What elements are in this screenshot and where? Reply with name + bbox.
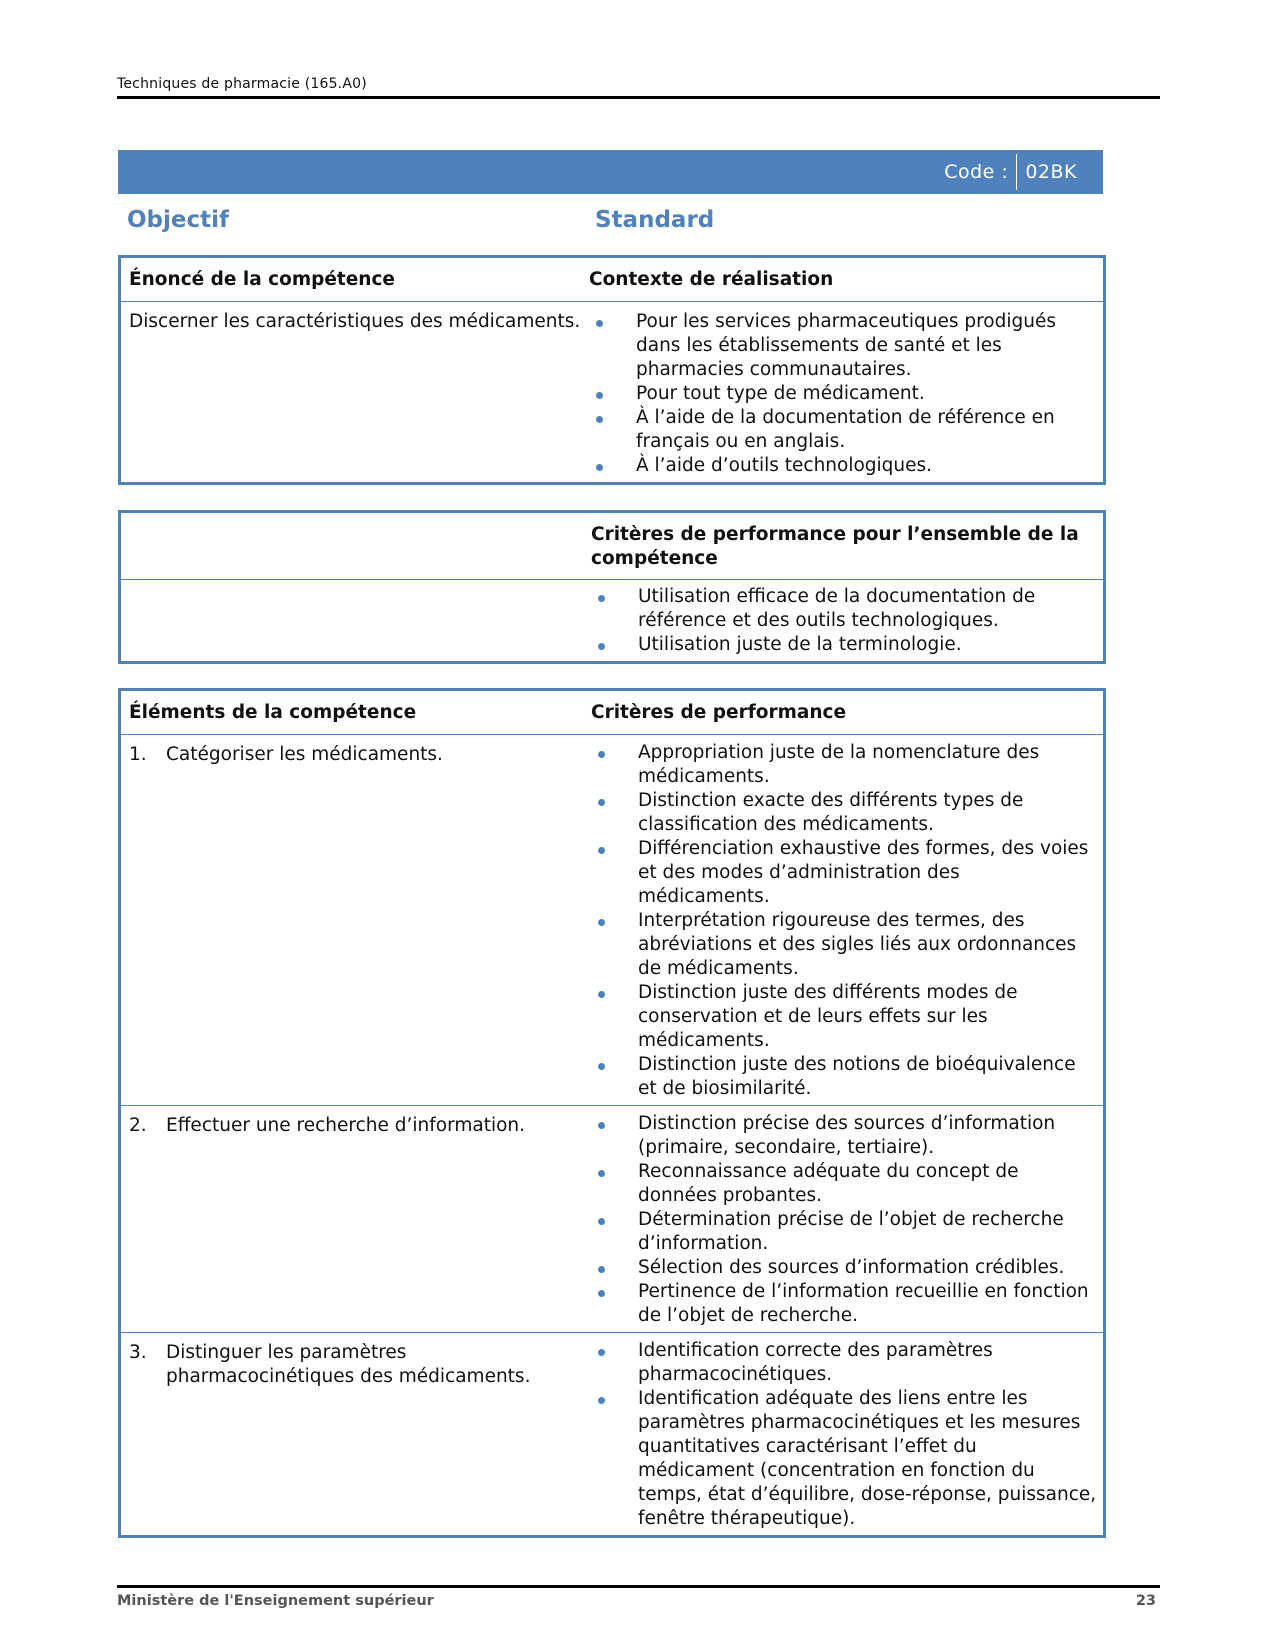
list-item: Pour tout type de médicament.: [589, 382, 1097, 406]
list-item: À l’aide d’outils technologiques.: [589, 454, 1097, 478]
bullet-icon: [598, 1266, 605, 1273]
overall-criteria-list: [591, 585, 1097, 657]
list-item: Distinction précise des sources d’information (primaire, secondaire, tertiaire).: [591, 1112, 1097, 1160]
list-item: Reconnaissance adéquate du concept de données probantes.: [591, 1160, 1097, 1208]
bullet-icon: [596, 464, 603, 471]
list-item: Interprétation rigoureuse des termes, des abréviations et des sigles liés aux ordonnances de médicaments.: [591, 909, 1097, 981]
standard-title: Standard: [595, 207, 715, 233]
list-item: Sélection des sources d’information crédibles.: [591, 1256, 1097, 1280]
bullet-icon: [598, 799, 605, 806]
element-text: Effectuer une recherche d’information.: [166, 1115, 526, 1136]
list-item: Distinction exacte des différents types de classification des médicaments.: [591, 789, 1097, 837]
competence-statement-table: [118, 255, 1106, 485]
elements-header: Éléments de la compétence: [120, 690, 590, 735]
element-item: [129, 1341, 585, 1389]
context-list: [589, 310, 1097, 478]
bullet-icon: [598, 751, 605, 758]
bullet-icon: [596, 416, 603, 423]
element-text: Catégoriser les médicaments.: [166, 744, 443, 765]
table-row: [120, 1333, 1105, 1537]
list-item: À l’aide de la documentation de référence en français ou en anglais.: [589, 406, 1097, 454]
objectif-title: Objectif: [127, 207, 230, 233]
bullet-icon: [598, 991, 605, 998]
footer-rule: [117, 1585, 1160, 1588]
competence-statement: Discerner les caractéristiques des médicaments.: [129, 311, 581, 332]
element-text: Distinguer les paramètres pharmacocinétiques des médicaments.: [166, 1342, 531, 1387]
list-item: Pertinence de l’information recueillie en fonction de l’objet de recherche.: [591, 1280, 1097, 1328]
bullet-icon: [598, 1397, 605, 1404]
code-separator: [1016, 154, 1017, 190]
overall-criteria-table: [118, 510, 1106, 664]
list-item: Détermination précise de l’objet de recherche d’information.: [591, 1208, 1097, 1256]
criteria-list: [591, 1112, 1097, 1328]
bullet-icon: [598, 595, 605, 602]
statement-header: Énoncé de la compétence: [120, 257, 590, 302]
list-item: Utilisation efficace de la documentation de référence et des outils technologiques.: [591, 585, 1097, 633]
list-item: Identification correcte des paramètres pharmacocinétiques.: [591, 1339, 1097, 1387]
list-item: Identification adéquate des liens entre les paramètres pharmacocinétiques et les mesures quantitatives caractérisant l’effet du médicament (concentration en fonction du temps, état d’équilibre, dose-réponse, puissance, fenêtre thérapeutique).: [591, 1387, 1097, 1531]
bullet-icon: [598, 1349, 605, 1356]
list-item: Pour les services pharmaceutiques prodigués dans les établissements de santé et les pharmacies communautaires.: [589, 310, 1097, 382]
bullet-icon: [598, 1218, 605, 1225]
bullet-icon: [596, 392, 603, 399]
code-bar: [118, 150, 1103, 194]
bullet-icon: [598, 1063, 605, 1070]
criteria-header: Critères de performance: [589, 690, 1105, 735]
code-value: 02BK: [1025, 161, 1077, 183]
criteria-list: [591, 1339, 1097, 1531]
list-item: Distinction juste des différents modes de conservation et de leurs effets sur les médicaments.: [591, 981, 1097, 1053]
bullet-icon: [598, 1290, 605, 1297]
header-rule: [117, 96, 1160, 99]
context-header: Contexte de réalisation: [589, 257, 1105, 302]
empty-cell: [120, 512, 590, 580]
bullet-icon: [598, 919, 605, 926]
element-number: 1.: [129, 744, 147, 765]
bullet-icon: [598, 1122, 605, 1129]
list-item: Appropriation juste de la nomenclature des médicaments.: [591, 741, 1097, 789]
table-row: [120, 1106, 1105, 1333]
elements-table: [118, 688, 1106, 1538]
code-label: Code :: [944, 161, 1009, 183]
bullet-icon: [598, 1170, 605, 1177]
bullet-icon: [598, 643, 605, 650]
criteria-list: [591, 741, 1097, 1101]
empty-cell: [120, 580, 590, 663]
element-number: 3.: [129, 1342, 147, 1363]
table-row: [120, 735, 1105, 1106]
running-header: Techniques de pharmacie (165.A0): [117, 76, 367, 92]
list-item: Différenciation exhaustive des formes, des voies et des modes d’administration des médicaments.: [591, 837, 1097, 909]
page-number: 23: [1135, 1593, 1156, 1609]
bullet-icon: [596, 320, 603, 327]
footer-ministry: Ministère de l'Enseignement supérieur: [117, 1593, 434, 1609]
element-item: [129, 1114, 585, 1138]
element-item: [129, 743, 585, 767]
element-number: 2.: [129, 1115, 147, 1136]
list-item: Utilisation juste de la terminologie.: [591, 633, 1097, 657]
list-item: Distinction juste des notions de bioéquivalence et de biosimilarité.: [591, 1053, 1097, 1101]
bullet-icon: [598, 847, 605, 854]
overall-criteria-header: Critères de performance pour l’ensemble de la compétence: [589, 512, 1105, 580]
